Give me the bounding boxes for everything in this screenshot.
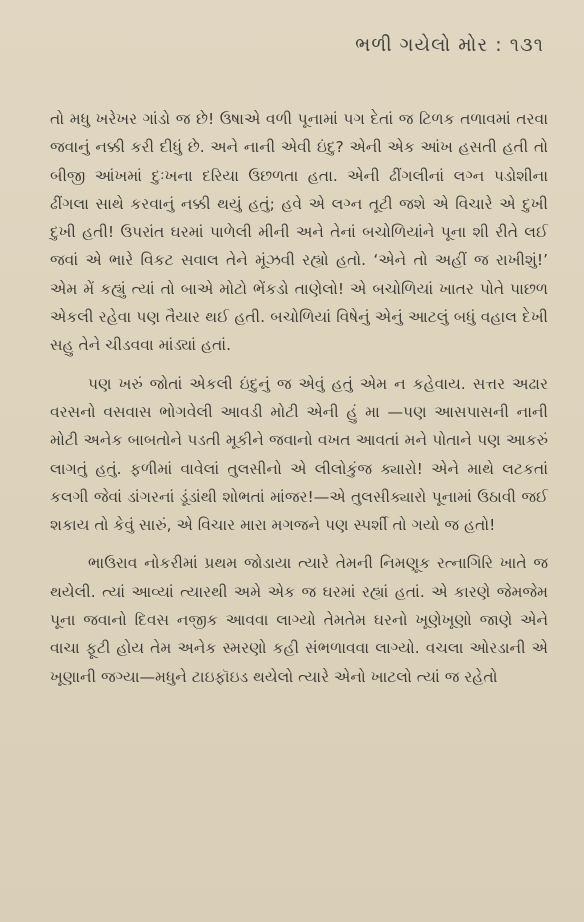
paragraph-2: પણ ખરું જોતાં એકલી ઇંદુનું જ એવું હતું એમ ન કહેવાય. સત્તર અઢાર વરસનો વસવાસ ભોગવેલી આવડી મોટી એની હું મા —પણ આસપાસની નાની મોટી અનેક બાબતોને પડતી મૂકીને જવાનો વખત આવતાં મને પોતાને પણ આકરું લાગતું હતું. ફળીમાં વાવેલાં તુલસીનો એ લીલોકુંજ ક્યારો! એને માથે લટકતાં કલગી જેવાં ડાંગરનાં ડૂંડાંથી શોભતાં માંજર!—એ તુલસીક્યારો પૂનામાં ઉઠાવી જઈ શકાય તો કેવું સારું, એ વિચાર મારા મગજને પણ સ્પર્શી તો ગયો જ હતો! xyxy=(50,374,548,535)
body-text xyxy=(50,105,548,691)
paragraph-3: ભાઉરાવ નોકરીમાં પ્રથમ જોડાયા ત્યારે તેમની નિમણૂક રત્નાગિરિ ખાતે જ થયેલી. ત્યાં આવ્યાં ત્યારથી અમે એક જ ઘરમાં રહ્યાં હતાં. એ કારણે જેમજેમ પૂના જવાનો દિવસ નજીક આવવા લાગ્યો તેમતેમ ઘરનો ખૂણેખૂણો જાણે એને વાચા ફૂટી હોય તેમ અનેક સ્મરણો કહી સંભળાવવા લાગ્યો. વચલા ઓરડાની એ ખૂણાની જગ્યા—મધુને ટાઇફૉઇડ થયેલો ત્યારે એનો ખાટલો ત્યાં જ રહેતો xyxy=(50,554,548,686)
running-head: ભળી ગયેલો મોર : ૧૩૧ xyxy=(355,34,544,56)
paragraph-1: તો મધુ ખરેખર ગાંડો જ છે! ઉષાએ વળી પૂનામાં પગ દેતાં જ ટિળક તળાવમાં તરવા જવાનું નક્કી કરી દીધું છે. અને નાની એવી ઇંદુ? એની એક આંખ હસતી હતી તો બીજી આંખમાં દુઃખના દરિયા ઉછળતા હતા. એની ઢીંગલીનાં લગ્ન પડોશીના ઢીંગલા સાથે કરવાનું નક્કી થયું હતું; હવે એ લગ્ન તૂટી જશે એ વિચારે એ દુખી દુખી હતી! ઉપરાંત ઘરમાં પાળેલી મીની અને તેનાં બચોળિયાંને પૂના શી રીતે લઈ જવાં એ ભારે વિકટ સવાલ તેને મૂંઝવી રહ્યો હતો. ‘એને તો અહીં જ રાખીશું!’ એમ મેં કહ્યું ત્યાં તો બાએ મોટો ભેંકડો તાણેલો! એ બચોળિયાં ખાતર પોતે પાછળ એકલી રહેવા પણ તૈયાર થઈ હતી. બચોળિયાં વિષેનું એનું આટલું બધું વહાલ દેખી સહુ તેને ચીડવવા માંડ્યાં હતાં. xyxy=(50,110,548,355)
